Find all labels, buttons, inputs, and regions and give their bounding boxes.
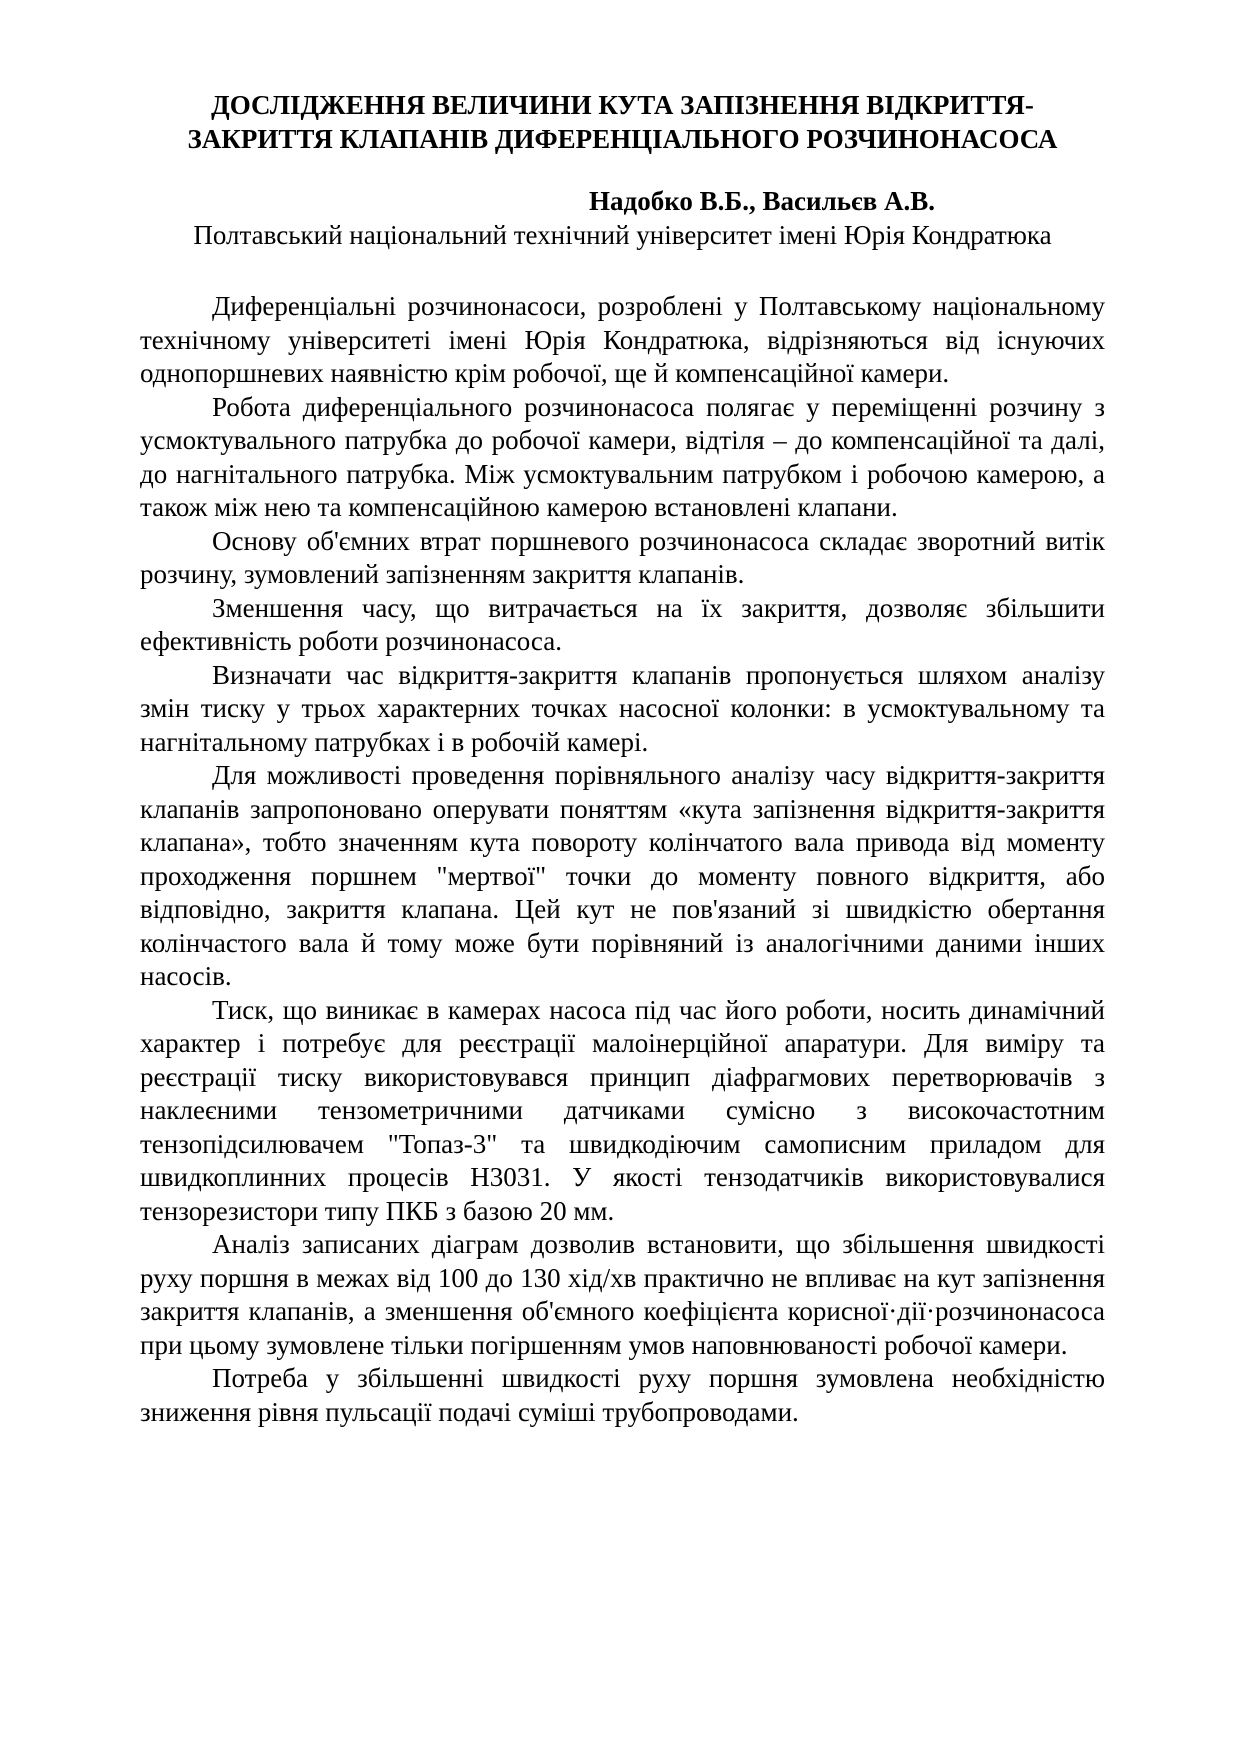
paragraph-8: Аналіз записаних діаграм дозволив встановити, що збільшення швидкості руху поршня в межах від 100 до 130 хід/хв практично не впливає на кут запізнення закриття клапанів, а зменшення об'ємного коефіцієнта корисної·дії·розчинонасоса при цьому зумовлене тільки погіршенням умов наповнюваності робочої камери.	[140, 1229, 1105, 1360]
paragraph-7: Тиск, що виникає в камерах насоса під час його роботи, носить динамічний характер і потребує для реєстрації малоінерційної апаратури. Для виміру та реєстрації тиску використовувався принцип діафрагмових перетворювачів з наклеєними тензометричними датчиками сумісно з високочастотним тензопідсилювачем "Топаз-3" та швидкодіючим самописним приладом для швидкоплинних процесів Н3031. У якості тензодатчиків використовувалися тензорезистори типу ПКБ з базою 20 мм.	[140, 994, 1105, 1226]
document-page	[140, 80, 1105, 1429]
paper-body	[140, 290, 1105, 1429]
paragraph-4: Зменшення часу, що витрачається на їх закриття, дозволяє збільшити ефективність роботи розчинонасоса.	[140, 592, 1105, 656]
authors: Надобко В.Б., Васильєв А.В.	[589, 186, 935, 216]
paragraph-5: Визначати час відкриття-закриття клапанів пропонується шляхом аналізу змін тиску у трьох характерних точках насосної колонки: в усмоктувальному та нагнітальному патрубках і в робочій камері.	[140, 659, 1105, 757]
paragraph-3: Основу об'ємних втрат поршневого розчинонасоса складає зворотний витік розчину, зумовлений запізненням закриття клапанів.	[140, 525, 1105, 589]
paper-title	[140, 88, 1105, 156]
affiliation: Полтавський національний технічний університет імені Юрія Кондратюка	[193, 220, 1052, 250]
title-line-2: ЗАКРИТТЯ КЛАПАНІВ ДИФЕРЕНЦІАЛЬНОГО РОЗЧИНОНАСОСА	[187, 124, 1058, 154]
title-line-1: ДОСЛІДЖЕННЯ ВЕЛИЧИНИ КУТА ЗАПІЗНЕННЯ ВІДКРИТТЯ-	[211, 90, 1034, 120]
paragraph-9: Потреба у збільшенні швидкості руху поршня зумовлена необхідністю зниження рівня пульсації подачі суміші трубопроводами.	[140, 1363, 1105, 1427]
paragraph-1: Диференціальні розчинонасоси, розроблені у Полтавському національному технічному університеті імені Юрія Кондратюка, відрізняються від існуючих однопоршневих наявністю крім робочої, ще й компенсаційної камери.	[140, 291, 1105, 388]
paragraph-6: Для можливості проведення порівняльного аналізу часу відкриття-закриття клапанів запропоновано оперувати поняттям «кута запізнення відкриття-закриття клапана», тобто значенням кута повороту колінчатого вала привода від моменту проходження поршнем "мертвої" точки до моменту повного відкриття, або відповідно, закриття клапана. Цей кут не пов'язаний зі швидкістю обертання колінчастого вала й тому може бути порівняний із аналогічними даними інших насосів.	[140, 760, 1105, 991]
paragraph-2: Робота диференціального розчинонасоса полягає у переміщенні розчину з усмоктувального патрубка до робочої камери, відтіля – до компенсаційної та далі, до нагнітального патрубка. Між усмоктувальним патрубком і робочою камерою, а також між нею та компенсаційною камерою встановлені клапани.	[140, 391, 1105, 522]
